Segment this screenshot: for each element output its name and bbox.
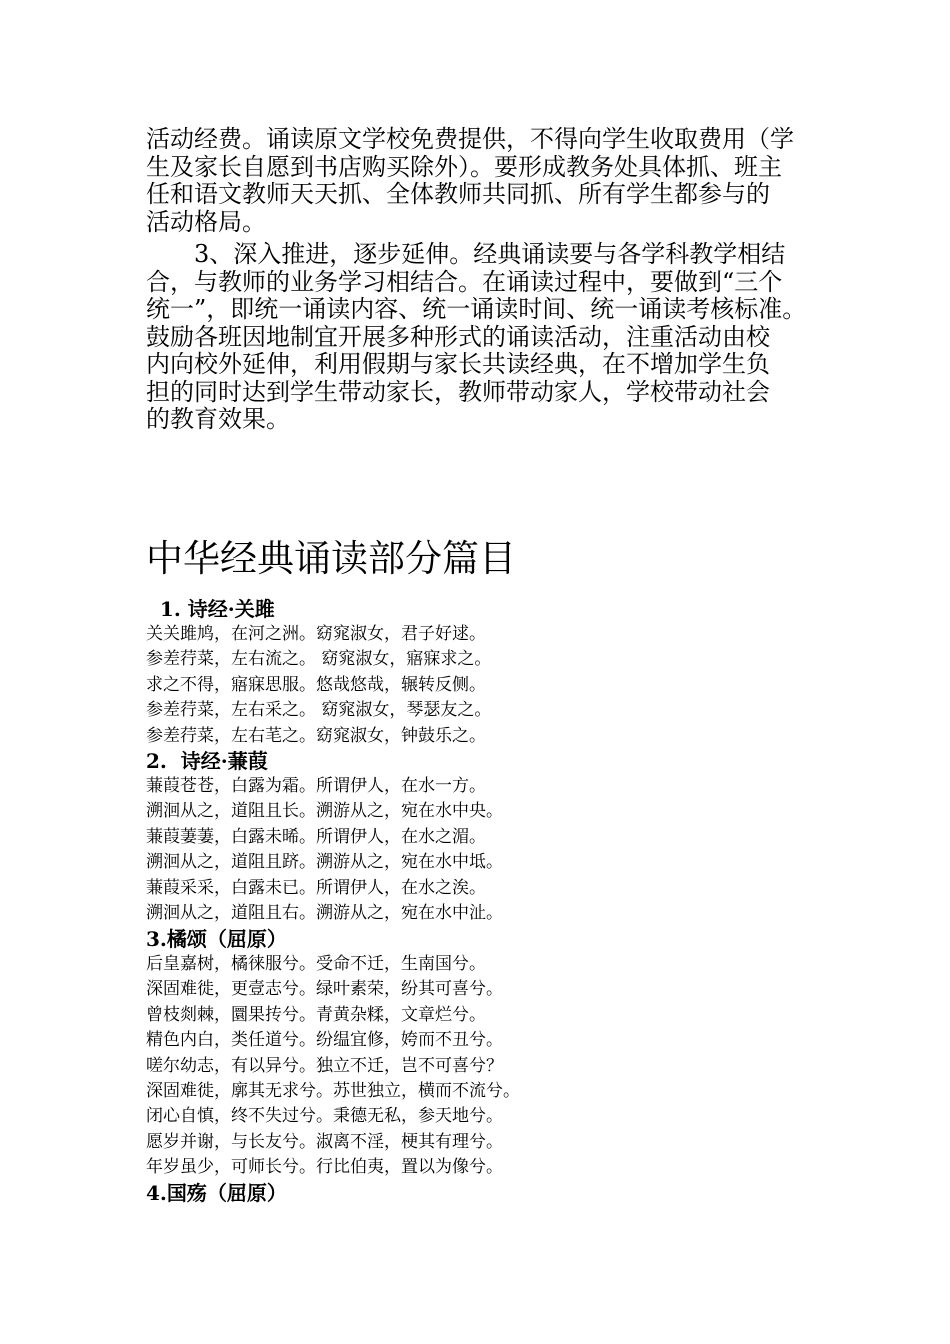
paragraph-line: 活动格局。 xyxy=(146,207,266,236)
poem-line: 深固难徙，廓其无求兮。苏世独立，横而不流兮。 xyxy=(146,1081,520,1102)
poem-line: 溯洄从之，道阻且跻。溯游从之，宛在水中坻。 xyxy=(146,852,503,873)
poem-line: 嗟尔幼志，有以异兮。独立不迁，岂不可喜兮？ xyxy=(146,1055,503,1076)
poem-line: 参差荇菜，左右流之。 窈窕淑女，寤寐求之。 xyxy=(146,649,492,670)
poem-body-jianjia xyxy=(146,774,503,926)
paragraph-line: 活动经费。诵读原文学校免费提供，不得向学生收取费用（学 xyxy=(146,125,794,153)
paragraph-line: 3、深入推进，逐步延伸。经典诵读要与各学科教学相结 xyxy=(146,240,786,268)
poem-line: 年岁虽少，可师长兮。行比伯夷，置以为像兮。 xyxy=(146,1157,503,1178)
poem-line: 曾枝剡棘，圜果抟兮。青黄杂糅，文章烂兮。 xyxy=(146,1004,486,1025)
poem-body-guanju xyxy=(146,622,491,749)
poem-line: 溯洄从之，道阻且右。溯游从之，宛在水中沚。 xyxy=(146,903,503,924)
paragraph-line: 任和语文教师天天抓、全体教师共同抓、所有学生都参与的 xyxy=(146,180,770,208)
paragraph-line: 的教育效果。 xyxy=(146,405,290,433)
poem-line: 溯洄从之，道阻且长。溯游从之，宛在水中央。 xyxy=(146,801,503,822)
paragraph-line: 生及家长自愿到书店购买除外）。要形成教务处具体抓、班主 xyxy=(146,152,782,181)
body-paragraph-funding xyxy=(146,126,816,236)
poem-line: 精色内白，类任道兮。纷缊宜修，姱而不丑兮。 xyxy=(146,1030,503,1051)
body-paragraph-extension xyxy=(146,241,816,434)
poem-line: 求之不得，寤寐思服。悠哉悠哉，辗转反侧。 xyxy=(146,674,486,695)
poem-line: 蒹葭苍苍，白露为霜。所谓伊人，在水一方。 xyxy=(146,776,486,796)
section-heading: 中华经典诵读部分篇目 xyxy=(146,537,516,580)
paragraph-line: 内向校外延伸，利用假期与家长共读经典，在不增加学生负 xyxy=(146,350,770,378)
paragraph-line: 合，与教师的业务学习相结合。在诵读过程中，要做到“三个 xyxy=(146,267,783,296)
poem-line: 蒹葭萋萋，白露未晞。所谓伊人，在水之湄。 xyxy=(146,826,486,847)
poem-line: 参差荇菜，左右采之。 窈窕淑女，琴瑟友之。 xyxy=(146,700,492,721)
poem-line: 蒹葭采采，白露未已。所谓伊人，在水之涘。 xyxy=(146,877,486,898)
poem-title-jusong: 3.橘颂（屈原） xyxy=(146,927,287,951)
paragraph-line: 鼓励各班因地制宜开展多种形式的诵读活动，注重活动由校 xyxy=(146,322,770,351)
poem-line: 愿岁并谢，与长友兮。淑离不淫，梗其有理兮。 xyxy=(146,1131,503,1152)
poem-line: 参差荇菜，左右芼之。窈窕淑女，钟鼓乐之。 xyxy=(146,725,486,746)
poem-body-jusong xyxy=(146,952,520,1181)
poem-line: 后皇嘉树，橘徕服兮。受命不迁，生南国兮。 xyxy=(146,954,486,974)
poem-title-jianjia: 2. 诗经·蒹葭 xyxy=(146,749,268,773)
poem-title-guanju: 1. 诗经·关雎 xyxy=(146,597,275,621)
poem-title-guoshang: 4.国殇（屈原） xyxy=(146,1181,287,1205)
paragraph-line: 统一”，即统一诵读内容、统一诵读时间、统一诵读考核标准。 xyxy=(146,295,807,323)
poem-line: 闭心自慎，终不失过兮。秉德无私，参天地兮。 xyxy=(146,1106,503,1127)
poem-line: 关关雎鸠，在河之洲。窈窕淑女，君子好逑。 xyxy=(146,624,486,644)
paragraph-line: 担的同时达到学生带动家长，教师带动家人，学校带动社会 xyxy=(146,377,770,406)
poem-line: 深固难徙，更壹志兮。绿叶素荣，纷其可喜兮。 xyxy=(146,979,503,1000)
